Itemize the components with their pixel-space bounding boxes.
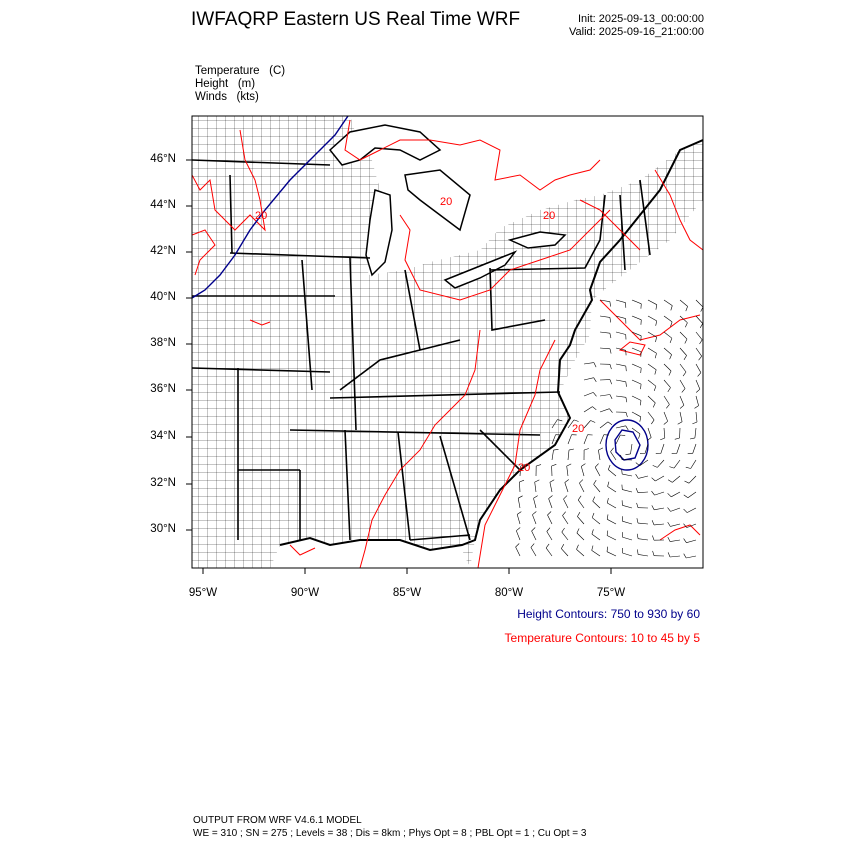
temperature-contour-note: Temperature Contours: 10 to 45 by 5 [504,631,700,645]
lat-label: 36°N [150,383,176,395]
lat-label: 42°N [150,245,176,257]
lon-label: 90°W [290,587,320,599]
lat-label: 34°N [150,430,176,442]
field-temperature: Temperature (C) [195,65,286,77]
lon-label: 80°W [494,587,524,599]
temp-label: 20 [255,210,268,222]
init-time: Init: 2025-09-13_00:00:00 [578,13,704,25]
lon-label: 85°W [392,587,422,599]
lat-label: 38°N [150,337,176,349]
temp-label: 20 [440,196,453,208]
lat-label: 44°N [150,199,176,211]
temp-label: 20 [572,423,585,435]
field-height: Height (m) [195,78,256,90]
lat-label: 40°N [150,291,176,303]
model-footer [193,814,586,840]
height-contour-note: Height Contours: 750 to 930 by 60 [517,607,700,621]
lat-label: 30°N [150,523,176,535]
lon-label: 75°W [596,587,626,599]
lake-huron [405,170,470,230]
model-config: WE = 310 ; SN = 275 ; Levels = 38 ; Dis = 8km ; Phys Opt = 8 ; PBL Opt = 1 ; Cu Opt = 3 [193,828,587,839]
valid-time: Valid: 2025-09-16_21:00:00 [569,26,704,38]
lat-label: 46°N [150,153,176,165]
lat-label: 32°N [150,477,176,489]
field-winds: Winds (kts) [195,91,259,103]
lon-label: 95°W [188,587,218,599]
map-title: IWFAQRP Eastern US Real Time WRF [191,9,521,30]
temp-label: 20 [518,462,531,474]
temp-label: 20 [543,210,556,222]
model-version: OUTPUT FROM WRF V4.6.1 MODEL [193,815,362,826]
